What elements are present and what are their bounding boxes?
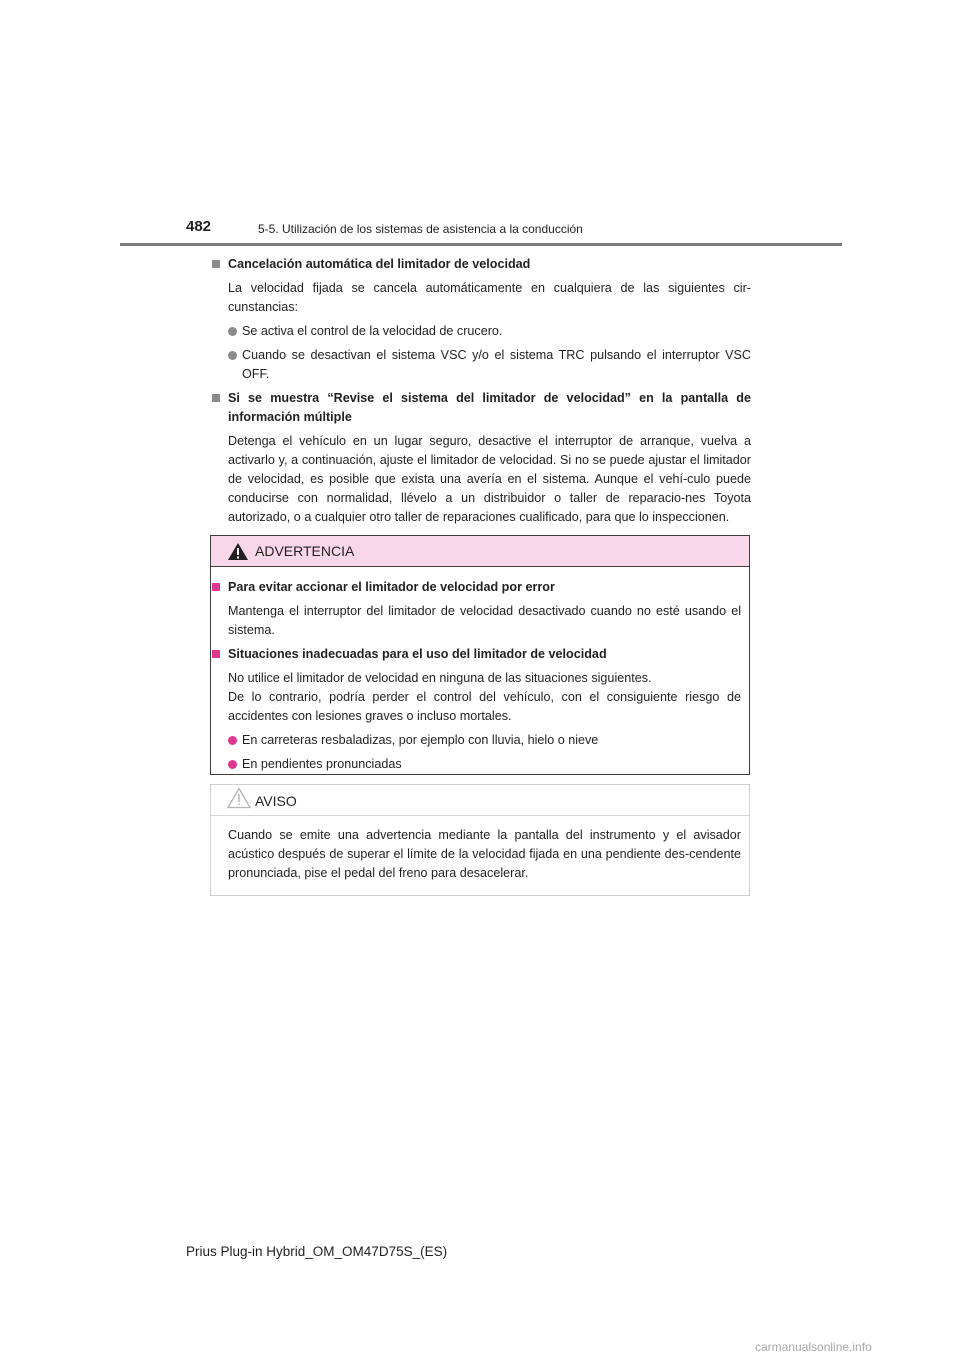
square-bullet-icon bbox=[212, 650, 220, 658]
warning-section-title bbox=[211, 645, 741, 664]
list-item-text: En pendientes pronunciadas bbox=[242, 757, 402, 771]
list-item-text: Cuando se desactivan el sistema VSC y/o el sistema TRC pulsando el interruptor VSC OFF. bbox=[242, 348, 751, 381]
section-paragraph: Detenga el vehículo en un lugar seguro, desactive el interruptor de arranque, vuelva a activarlo y, a continuación, ajuste el limitador de velocidad. Si no se puede ajustar el limitador de velocidad, es posible que exista una avería en el sistema. Aunque el vehí-culo puede conducirse con normalidad, llévelo a un distribuidor o taller de reparacio-nes Toyota autorizado, o a cualquier otro taller de reparaciones cualificado, para que lo inspeccionen. bbox=[228, 434, 751, 524]
notice-body bbox=[211, 816, 749, 883]
footer-doc-id: Prius Plug-in Hybrid_OM_OM47D75S_(ES) bbox=[186, 1244, 448, 1259]
notice-paragraph: Cuando se emite una advertencia mediante la pantalla del instrumento y el avisador acústico después de superar el límite de la velocidad fijada en una pendiente des-cendente pronunciada, pise el pedal del freno para desacelerar. bbox=[228, 828, 741, 880]
warning-body bbox=[211, 567, 749, 774]
page-number: 482 bbox=[186, 218, 212, 235]
square-bullet-icon bbox=[212, 260, 220, 268]
warning-triangle-icon bbox=[227, 542, 249, 561]
notice-header bbox=[211, 785, 749, 816]
list-item-text: En carreteras resbaladizas, por ejemplo con lluvia, hielo o nieve bbox=[242, 733, 599, 747]
list-item bbox=[211, 322, 751, 341]
warning-header bbox=[211, 536, 749, 567]
warning-paragraph: De lo contrario, podría perder el control del vehículo, con el consiguiente riesgo de accidentes con lesiones graves o incluso mortales. bbox=[228, 690, 741, 723]
watermark: carmanualsonline.info bbox=[755, 1340, 872, 1354]
square-bullet-icon bbox=[212, 394, 220, 402]
circle-bullet-icon bbox=[228, 760, 237, 769]
warning-paragraph: Mantenga el interruptor del limitador de velocidad desactivado cuando no esté usando el sistema. bbox=[228, 604, 741, 637]
list-item bbox=[211, 346, 751, 384]
warning-label: ADVERTENCIA bbox=[255, 543, 355, 559]
notice-label: AVISO bbox=[255, 793, 297, 809]
main-content bbox=[211, 255, 751, 532]
caution-triangle-icon bbox=[227, 787, 251, 809]
square-bullet-icon bbox=[212, 583, 220, 591]
section-title-text: Cancelación automática del limitador de velocidad bbox=[228, 257, 531, 271]
section-auto-cancel bbox=[211, 255, 751, 384]
section-title-text: Para evitar accionar el limitador de velocidad por error bbox=[228, 580, 555, 594]
section-title bbox=[211, 255, 751, 274]
section-title-text: Situaciones inadecuadas para el uso del limitador de velocidad bbox=[228, 647, 607, 661]
list-item-text: Se activa el control de la velocidad de crucero. bbox=[242, 324, 503, 338]
circle-bullet-icon bbox=[228, 736, 237, 745]
chapter-title: 5-5. Utilización de los sistemas de asistencia a la conducción bbox=[258, 222, 583, 236]
notice-box bbox=[210, 784, 750, 896]
circle-bullet-icon bbox=[228, 327, 237, 336]
section-system-check bbox=[211, 389, 751, 527]
warning-section-title bbox=[211, 578, 741, 597]
list-item bbox=[211, 731, 741, 750]
circle-bullet-icon bbox=[228, 351, 237, 360]
warning-paragraph: No utilice el limitador de velocidad en ninguna de las situaciones siguientes. bbox=[228, 671, 652, 685]
section-paragraph: La velocidad fijada se cancela automáticamente en cualquiera de las siguientes cir-cunstancias: bbox=[228, 281, 751, 314]
section-title-text: Si se muestra “Revise el sistema del limitador de velocidad” en la pantalla de información múltiple bbox=[228, 391, 751, 424]
warning-box bbox=[210, 535, 750, 775]
section-title bbox=[211, 389, 751, 427]
list-item bbox=[211, 755, 741, 774]
header-rule bbox=[120, 243, 842, 246]
